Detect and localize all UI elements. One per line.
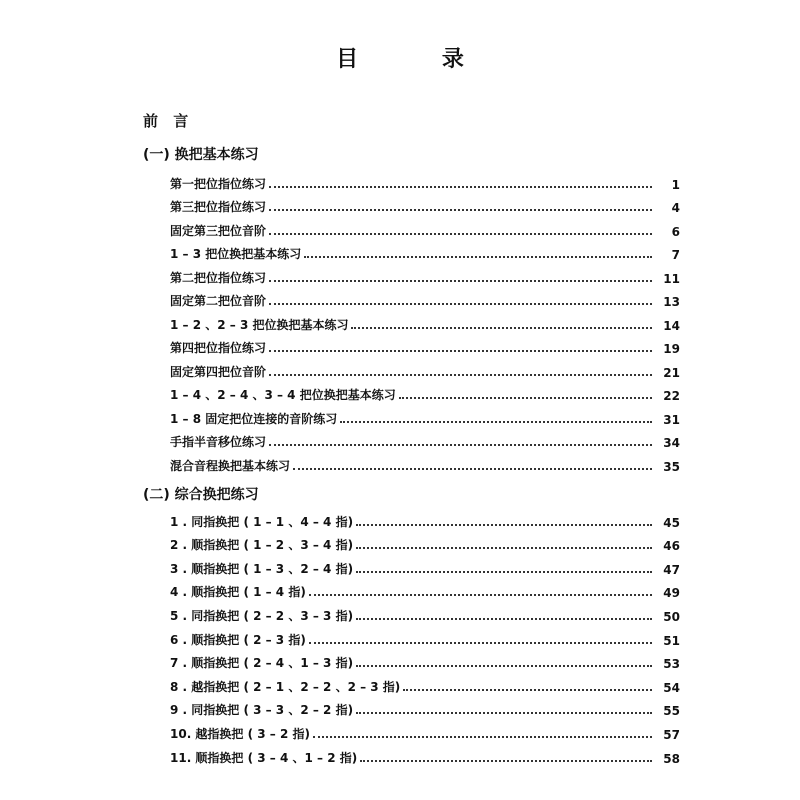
toc-entry-label: 9 . 同指换把 ( 3 – 3 、2 – 2 指)	[170, 703, 354, 718]
dot-leader	[304, 256, 652, 258]
dot-leader	[360, 760, 652, 762]
toc-entry-label: 8 . 越指换把 ( 2 – 1 、2 – 2 、2 – 3 指)	[170, 679, 401, 694]
toc-entry[interactable]	[170, 380, 680, 404]
section-heading-2: (二) 综合换把练习	[143, 487, 259, 503]
toc-entry-page-number: 21	[663, 365, 680, 380]
toc-entry[interactable]	[170, 450, 680, 474]
dot-leader	[356, 547, 652, 549]
dot-leader	[269, 280, 652, 282]
dot-leader	[269, 444, 652, 446]
dot-leader	[269, 350, 652, 352]
dot-leader	[356, 618, 652, 620]
dot-leader	[313, 736, 652, 738]
toc-entry-page-number: 49	[663, 586, 680, 601]
dot-leader	[399, 397, 652, 399]
toc-entry-page-number: 46	[663, 539, 680, 554]
toc-list-section-1	[170, 168, 680, 474]
toc-entry-label: 第四把位指位练习	[170, 341, 267, 355]
toc-entry-page-number: 54	[663, 680, 680, 695]
toc-entry-page-number: 7	[671, 248, 680, 262]
toc-entry-page-number: 53	[663, 657, 680, 672]
toc-entry-page-number: 51	[663, 633, 680, 648]
toc-entry-page-number: 19	[663, 342, 680, 356]
dot-leader	[356, 712, 652, 714]
toc-entry[interactable]	[170, 286, 680, 310]
toc-entry-label: 1 – 4 、2 – 4 、3 – 4 把位换把基本练习	[170, 388, 396, 402]
dot-leader	[269, 186, 652, 188]
toc-entry[interactable]	[170, 600, 680, 624]
toc-entry-label: 固定第四把位音阶	[170, 364, 267, 379]
dot-leader	[403, 689, 652, 691]
toc-entry[interactable]	[170, 309, 680, 333]
toc-entry-label: 2 . 顺指换把 ( 1 – 2 、3 – 4 指)	[170, 538, 354, 553]
toc-entry[interactable]	[170, 577, 680, 601]
dot-leader	[309, 642, 652, 644]
dot-leader	[356, 665, 652, 667]
dot-leader	[269, 374, 652, 376]
toc-entry-label: 3 . 顺指换把 ( 1 – 3 、2 – 4 指)	[170, 561, 354, 576]
toc-entry-page-number: 11	[663, 271, 680, 286]
toc-entry[interactable]	[170, 239, 680, 263]
toc-entry-label: 第三把位指位练习	[170, 200, 267, 214]
toc-entry-page-number: 35	[663, 459, 680, 474]
toc-entry-page-number: 47	[663, 562, 680, 577]
toc-entry-label: 第一把位指位练习	[170, 176, 267, 191]
toc-entry-page-number: 55	[663, 704, 680, 719]
toc-entry[interactable]	[170, 718, 680, 742]
toc-entry[interactable]	[170, 742, 680, 766]
toc-entry-label: 4 . 顺指换把 ( 1 – 4 指)	[170, 585, 306, 600]
toc-entry-page-number: 34	[663, 436, 680, 450]
toc-entry-page-number: 1	[671, 177, 680, 192]
toc-entry-label: 固定第三把位音阶	[170, 223, 267, 238]
toc-entry-label: 混合音程换把基本练习	[170, 458, 291, 473]
dot-leader	[340, 421, 652, 423]
toc-entry-label: 固定第二把位音阶	[170, 294, 267, 308]
dot-leader	[356, 571, 652, 573]
toc-entry-label: 1 – 2 、2 – 3 把位换把基本练习	[170, 317, 349, 332]
preface-heading: 前 言	[143, 112, 194, 130]
dot-leader	[269, 233, 652, 235]
toc-entry[interactable]	[170, 671, 680, 695]
toc-entry[interactable]	[170, 648, 680, 672]
toc-entry[interactable]	[170, 624, 680, 648]
page-title: 目 录	[336, 47, 502, 72]
section-heading-1: (一) 换把基本练习	[143, 147, 259, 163]
toc-entry-label: 5 . 同指换把 ( 2 – 2 、3 – 3 指)	[170, 608, 354, 623]
toc-entry-label: 7 . 顺指换把 ( 2 – 4 、1 – 3 指)	[170, 656, 354, 671]
toc-entry-label: 1 – 3 把位换把基本练习	[170, 247, 302, 261]
toc-entry-label: 11. 顺指换把 ( 3 – 4 、1 – 2 指)	[170, 750, 358, 765]
toc-entry[interactable]	[170, 403, 680, 427]
dot-leader	[351, 327, 652, 329]
toc-entry-label: 1 . 同指换把 ( 1 – 1 、4 – 4 指)	[170, 514, 354, 529]
toc-entry[interactable]	[170, 356, 680, 380]
dot-leader	[356, 524, 652, 526]
toc-entry[interactable]	[170, 506, 680, 530]
dot-leader	[293, 468, 652, 470]
toc-entry-page-number: 58	[663, 751, 680, 766]
toc-entry-label: 10. 越指换把 ( 3 – 2 指)	[170, 726, 310, 741]
toc-entry-page-number: 45	[663, 515, 680, 530]
toc-entry-page-number: 22	[663, 389, 680, 403]
dot-leader	[309, 594, 652, 596]
toc-entry[interactable]	[170, 427, 680, 451]
dot-leader	[269, 303, 652, 305]
toc-entry-label: 1 – 8 固定把位连接的音阶练习	[170, 411, 338, 426]
toc-entry-page-number: 50	[663, 609, 680, 624]
toc-entry-page-number: 14	[663, 318, 680, 333]
toc-entry[interactable]	[170, 262, 680, 286]
toc-list-section-2	[170, 506, 680, 766]
toc-entry-label: 第二把位指位练习	[170, 270, 267, 285]
toc-entry[interactable]	[170, 530, 680, 554]
toc-entry-page-number: 4	[671, 201, 680, 215]
toc-entry[interactable]	[170, 553, 680, 577]
toc-entry[interactable]	[170, 215, 680, 239]
toc-entry-label: 手指半音移位练习	[170, 435, 267, 449]
toc-entry-page-number: 57	[663, 727, 680, 742]
dot-leader	[269, 209, 652, 211]
toc-entry-page-number: 6	[671, 224, 680, 239]
toc-entry[interactable]	[170, 192, 680, 216]
toc-entry-label: 6 . 顺指换把 ( 2 – 3 指)	[170, 632, 306, 647]
toc-entry[interactable]	[170, 695, 680, 719]
toc-entry-page-number: 31	[663, 412, 680, 427]
toc-entry[interactable]	[170, 333, 680, 357]
toc-entry[interactable]	[170, 168, 680, 192]
toc-entry-page-number: 13	[663, 295, 680, 309]
